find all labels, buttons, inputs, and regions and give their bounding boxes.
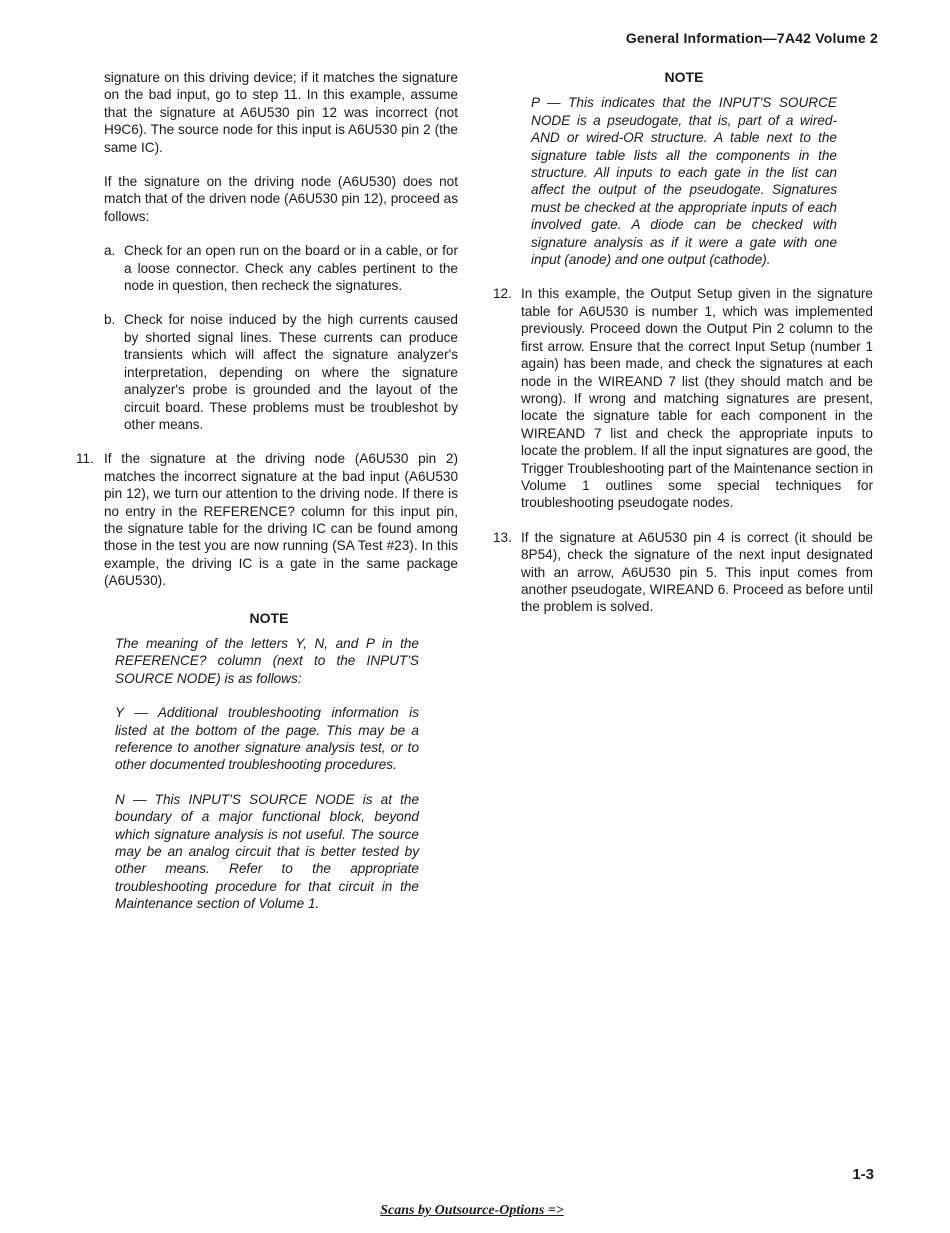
list-label: a. (104, 243, 116, 259)
note-heading: NOTE (664, 69, 704, 85)
page-number: 1-3 (852, 1166, 874, 1183)
note-paragraph-p: P — This indicates that the INPUT'S SOURCE NODE is a pseudogate, that is, part of a wired-AND or wired-OR structure. A table next to the signature table lists all the components in the structure. All inputs to each gate in the list can affect the output of the pseudogate. Signatures must be checked at the appropriate inputs of each involved gate. A diode can be checked with signature analysis as if it were a gate with one input (anode) and one output (cathode). (531, 95, 837, 268)
left-column (76, 69, 458, 913)
note-block (531, 94, 837, 268)
step-number: 13. (493, 529, 512, 545)
note-heading: NOTE (249, 609, 289, 626)
running-header: General Information—7A42 Volume 2 (625, 30, 878, 46)
note-paragraph-y: Y — Additional troubleshooting information is listed at the bottom of the page. This may be a reference to another signature analysis test, or to other documented troubleshooting procedures. (115, 705, 419, 773)
step-text: If the signature at the driving node (A6U530 pin 2) matches the incorrect signature at the bad input (A6U530 pin 12), we turn our attention to the driving node. If there is no entry in the REFERENCE? column for this input pin, the signature table for the driving IC can be found among those in the test you are now running (SA Test #23). In this example, the driving IC is a gate in the same package (A6U530). (104, 451, 458, 589)
paragraph: signature on this driving device; if it matches the signature on the bad input, go to step 11. In this example, assume that the signature at A6U530 pin 12 was incorrect (not H9C6). The source node for this input is A6U530 pin 2 (the same IC). (104, 70, 458, 155)
note-paragraph: The meaning of the letters Y, N, and P in the REFERENCE? column (next to the INPUT'S SOURCE NODE) is as follows: (115, 635, 419, 686)
list-item-a (104, 242, 458, 294)
step-text: In this example, the Output Setup given in the signature table for A6U530 is number 1, which was implemented previously. Proceed down the Output Pin 2 column to the first arrow. Ensure that the correct Input Setup (number 1 again) has been made, and check the signatures at each node in the WIREAND 7 list (they should match and be wrong). If wrong and matching signatures are present, locate the signature table for each component in the WIREAND 7 list and check the appropriate inputs to locate the problem. If all the input signatures are good, the Trigger Troubleshooting part of the Maintenance section in Volume 1 outlines some special techniques for troubleshooting pseudogate nodes. (521, 286, 873, 511)
list-label: b. (104, 312, 116, 328)
paragraph: If the signature on the driving node (A6U530) does not match that of the driven node (A6U530 pin 12), proceed as follows: (104, 174, 458, 224)
step-11 (76, 450, 458, 589)
step-12 (493, 285, 873, 511)
right-column (493, 69, 873, 616)
footer-link[interactable]: Scans by Outsource-Options => (380, 1203, 564, 1218)
step-text: If the signature at A6U530 pin 4 is correct (it should be 8P54), check the signature of the next input designated with an arrow, A6U530 pin 5. This input comes from another pseudogate, WIREAND 6. Proceed as before until the problem is solved. (521, 529, 873, 615)
note-paragraph-n: N — This INPUT'S SOURCE NODE is at the boundary of a major functional block, beyond which signature analysis is not useful. The source may be an analog circuit that is better tested by other means. Refer to the appropriate troubleshooting procedure for that circuit in the Maintenance section of Volume 1. (115, 791, 419, 912)
note-block (115, 635, 419, 913)
list-text: Check for noise induced by the high currents caused by shorted signal lines. These currents can produce transients which will affect the signature analyzer's interpretation, depending on where the signature analyzer's probe is grounded and the layout of the circuit board. These problems must be troubleshot by other means. (124, 312, 458, 432)
list-item-b (104, 311, 458, 433)
list-text: Check for an open run on the board or in a cable, or for a loose connector. Check any cables pertinent to the node in question, then recheck the signatures. (124, 243, 458, 294)
step-13 (493, 529, 873, 616)
step-number: 12. (493, 286, 512, 302)
step-number: 11. (76, 451, 94, 467)
